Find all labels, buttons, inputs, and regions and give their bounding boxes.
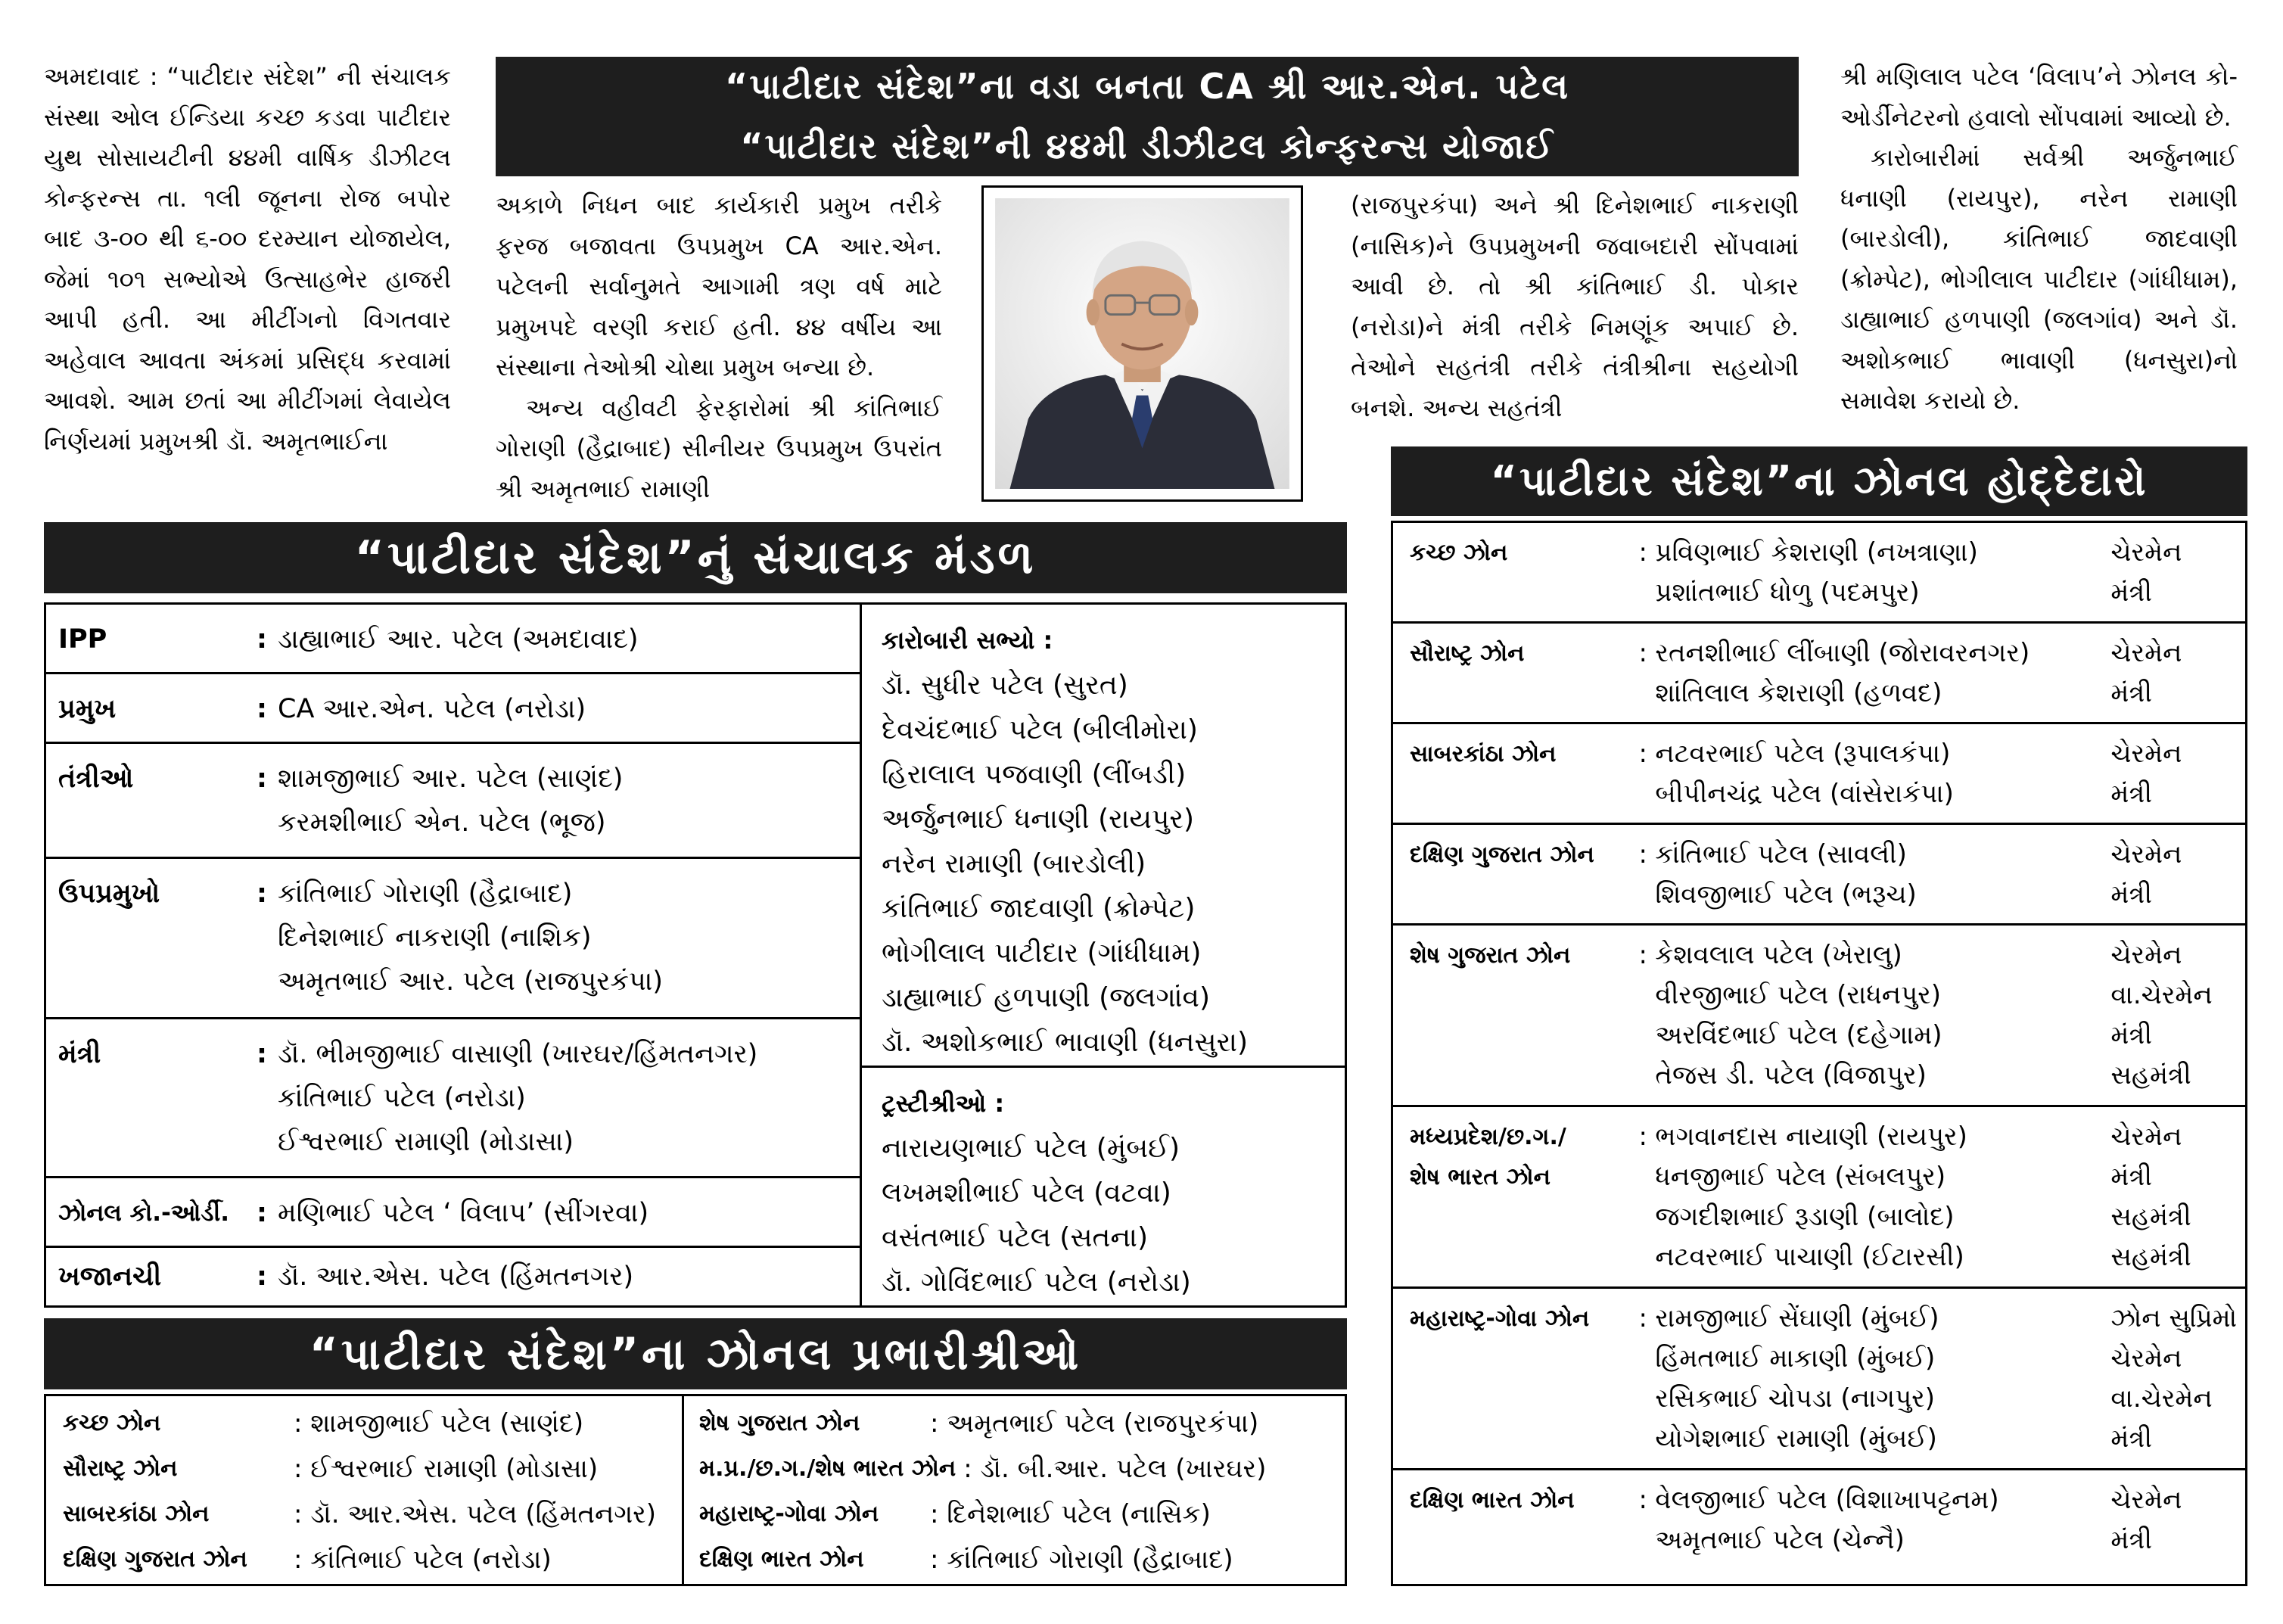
zone-member-name: વેલજીભાઈ પટેલ (વિશાખાપટ્ટનમ) [1655, 1485, 1999, 1515]
trustee-list [862, 1068, 1345, 1305]
zone-member-role: મંત્રી [2110, 577, 2152, 608]
zone-member-role: ચેરમેન [2110, 537, 2182, 568]
zone-member-role: ચેરમેન [2110, 638, 2182, 668]
zone-member-name: અરવિંદભાઈ પટેલ (દહેગામ) [1655, 1020, 1942, 1050]
prabhari-table [44, 1394, 1347, 1586]
zone-row [1393, 1056, 2245, 1096]
prabhari-name: : ડૉ. બી.આર. પટેલ (ખારઘર) [963, 1454, 1267, 1484]
karobari-member: નરેન રામાણી (બારડોલી) [882, 848, 1146, 879]
prabhari-name: : કાંતિભાઈ ગોરાણી (હૈદ્રાબાદ) [930, 1545, 1233, 1575]
zone-row: દક્ષિણ ભારત ઝોન : વેલજીભાઈ પટેલ (વિશાખાપટ્ટનમ) ચેરમેન [1393, 1480, 2245, 1520]
board-member-name: કાંતિભાઈ ગોરાણી (હૈદ્રાબાદ) [278, 879, 573, 909]
zone-row: શેષ ગુજરાત ઝોન : કેશવલાલ પટેલ (ખેરાલુ) ચેરમેન [1393, 935, 2245, 975]
board-table [44, 602, 1347, 1308]
zone-row [1393, 1157, 2245, 1197]
board-section: ઝોનલ કો.-ઓર્ડી. : મણિભાઈ પટેલ ‘ વિલાપ’ (સીંગરવા) [46, 1178, 860, 1248]
zone-row [1393, 875, 2245, 915]
prabhari-title: “પાટીદાર સંદેશ”ના ઝોનલ પ્રભારીશ્રીઓ [44, 1318, 1347, 1389]
board-section-label: ઉપપ્રમુખો [58, 879, 160, 909]
zone-member-role: મંત્રી [2110, 1423, 2152, 1454]
zone-member-role: મંત્રી [2110, 1162, 2152, 1192]
zone-member-name: રતનશીભાઈ લીંબાણી (જોરાવરનગર) [1655, 638, 2030, 668]
zone-member-role: મંત્રી [2110, 779, 2152, 809]
zone-section [1393, 624, 2245, 724]
zone-row [1393, 1520, 2245, 1560]
zone-section [1393, 724, 2245, 825]
zone-row: કચ્છ ઝોન : પ્રવિણભાઈ કેશરાણી (નખત્રાણા) ચેરમેન [1393, 533, 2245, 573]
board-member-name: ડાહ્યાભાઈ આર. પટેલ (અમદાવાદ) [278, 624, 639, 655]
board-officers [46, 605, 862, 1305]
board-section-label: ઝોનલ કો.-ઓર્ડી. [58, 1199, 230, 1227]
zonal-table [1391, 521, 2247, 1586]
headline-banner [496, 57, 1799, 176]
prabhari-zone: કચ્છ ઝોન [63, 1410, 161, 1436]
zone-member-name: તેજસ ડી. પટેલ (વિજાપુર) [1655, 1060, 1927, 1090]
zone-row [1393, 1339, 2245, 1379]
trustee-member: વસંતભાઈ પટેલ (સતના) [882, 1222, 1149, 1253]
lead-column-4 [1840, 57, 2238, 422]
karobari-member: ડાહ્યાભાઈ હળપાણી (જલગાંવ) [882, 982, 1211, 1013]
karobari-member: અર્જુનભાઈ ધનાણી (રાયપુર) [882, 804, 1195, 835]
zone-row [1393, 975, 2245, 1016]
board-section: તંત્રીઓ : શામજીભાઈ આર. પટેલ (સાણંદ) કરમશીભાઈ એન. પટેલ (ભૂજ) [46, 744, 860, 859]
zone-member-role: ચેરમેન [2110, 1343, 2182, 1374]
zone-section [1393, 825, 2245, 926]
board-member-name: ડૉ. ભીમજીભાઈ વાસાણી (ખારઘર/હિંમતનગર) [278, 1039, 758, 1069]
lead-column-2 [496, 185, 942, 509]
zone-section [1393, 926, 2245, 1107]
zone-row [1393, 674, 2245, 714]
prabhari-name: : શામજીભાઈ પટેલ (સાણંદ) [294, 1408, 584, 1439]
board-section: પ્રમુખ : CA આર.એન. પટેલ (નરોડા) [46, 674, 860, 744]
karobari-member: ભોગીલાલ પાટીદાર (ગાંધીધામ) [882, 938, 1202, 969]
prabhari-row [63, 1492, 682, 1537]
zone-member-role: ચેરમેન [2110, 739, 2182, 769]
zone-label: કચ્છ ઝોન [1410, 540, 1508, 566]
prabhari-name: : ઈશ્વરભાઈ રામાણી (મોડાસા) [294, 1454, 599, 1484]
zone-member-name: જગદીશભાઈ રૂડાણી (બાલોદ) [1655, 1202, 1955, 1232]
zone-member-name: રામજીભાઈ સેંઘાણી (મુંબઈ) [1655, 1303, 1939, 1333]
zone-member-name: અમૃતભાઈ પટેલ (ચેન્નૈ) [1655, 1525, 1905, 1555]
board-section-label: પ્રમુખ [58, 694, 117, 724]
board-member-name: દિનેશભાઈ નાકરાણી (નાશિક) [278, 922, 592, 953]
trustee-member: લખમશીભાઈ પટેલ (વટવા) [882, 1178, 1171, 1209]
zone-member-name: ભગવાનદાસ નાયાણી (રાયપુર) [1655, 1122, 1967, 1152]
zone-row: દક્ષિણ ગુજરાત ઝોન : કાંતિભાઈ પટેલ (સાવલી) ચેરમેન [1393, 835, 2245, 875]
zone-label: શેષ ભારત ઝોન [1410, 1164, 1551, 1190]
zone-member-name: કેશવલાલ પટેલ (ખેરાલુ) [1655, 940, 1902, 970]
zone-label: શેષ ગુજરાત ઝોન [1410, 942, 1571, 969]
zone-member-name: શાંતિલાલ કેશરાણી (હળવદ) [1655, 678, 1942, 708]
lead-paragraph: અકાળે નિધન બાદ કાર્યકારી પ્રમુખ તરીકે ફરજ બજાવતા ઉપપ્રમુખ CA આર.એન. પટેલની સર્વાનુમતે આગામી ત્રણ વર્ષ માટે પ્રમુખપદે વરણી કરાઈ હતી. ૪૪ વર્ષીય આ સંસ્થાના તેઓશ્રી ચોથા પ્રમુખ બન્યા છે. [496, 191, 942, 381]
zone-member-name: યોગેશભાઈ રામાણી (મુંબઈ) [1655, 1423, 1937, 1454]
zone-label: મધ્યપ્રદેશ/છ.ગ./ [1410, 1124, 1566, 1150]
board-section: IPP : ડાહ્યાભાઈ આર. પટેલ (અમદાવાદ) [46, 605, 860, 674]
zone-label: દક્ષિણ ભારત ઝોન [1410, 1487, 1575, 1514]
lead-paragraph: અન્ય વહીવટી ફેરફારોમાં શ્રી કાંતિભાઈ ગોરાણી (હૈદ્રાબાદ) સીનીયર ઉપપ્રમુખ ઉપરાંત શ્રી અમૃતભાઈ રામાણી [496, 393, 942, 503]
board-member-name: ડૉ. આર.એસ. પટેલ (હિંમતનગર) [278, 1262, 634, 1292]
board-section-label: તંત્રીઓ [58, 764, 134, 794]
board-member-name: મણિભાઈ પટેલ ‘ વિલાપ’ (સીંગરવા) [278, 1198, 649, 1228]
zone-member-role: વા.ચેરમેન [2110, 1383, 2213, 1414]
board-section: મંત્રી : ડૉ. ભીમજીભાઈ વાસાણી (ખારઘર/હિંમતનગર) કાંતિભાઈ પટેલ (નરોડા) ઈશ્વરભાઈ રામાણી (મોડાસા) [46, 1019, 860, 1178]
board-section-label: ખજાનચી [58, 1262, 162, 1292]
prabhari-name: : દિનેશભાઈ પટેલ (નાસિક) [930, 1499, 1211, 1529]
board-member-name: કાંતિભાઈ પટેલ (નરોડા) [278, 1083, 526, 1113]
zone-member-role: સહમંત્રી [2110, 1060, 2191, 1090]
karobari-heading: કારોબારી સભ્યો : [882, 626, 1053, 655]
prabhari-left [46, 1396, 684, 1584]
prabhari-row [699, 1446, 1345, 1492]
karobari-member: હિરાલાલ પજવાણી (લીંબડી) [882, 759, 1187, 790]
board-member-name: શામજીભાઈ આર. પટેલ (સાણંદ) [278, 764, 624, 794]
prabhari-zone: દક્ષિણ ગુજરાત ઝોન [63, 1546, 247, 1573]
prabhari-row [63, 1401, 682, 1446]
board-right-column [862, 605, 1345, 1305]
trustee-member: ડૉ. ગોવિંદભાઈ પટેલ (નરોડા) [882, 1267, 1191, 1298]
board-member-name: અમૃતભાઈ આર. પટેલ (રાજપુરકંપા) [278, 966, 663, 997]
board-member-name: CA આર.એન. પટેલ (નરોડા) [278, 694, 586, 724]
board-section: ઉપપ્રમુખો : કાંતિભાઈ ગોરાણી (હૈદ્રાબાદ) દિનેશભાઈ નાકરાણી (નાશિક) અમૃતભાઈ આર. પટેલ (રાજપુરકંપા) [46, 859, 860, 1019]
trustee-heading: ટ્રસ્ટીશ્રીઓ : [882, 1089, 1005, 1118]
prabhari-zone: શેષ ગુજરાત ઝોન [699, 1410, 860, 1436]
zonal-title: “પાટીદાર સંદેશ”ના ઝોનલ હોદ્દેદારો [1391, 446, 2247, 516]
lead-paragraph: શ્રી મણિલાલ પટેલ ‘વિલાપ’ને ઝોનલ કો-ઓર્ડીનેટરનો હવાલો સોંપવામાં આવ્યો છે. [1840, 62, 2238, 132]
prabhari-name: : કાંતિભાઈ પટેલ (નરોડા) [294, 1545, 552, 1575]
karobari-member: કાંતિભાઈ જાદવાણી (ક્રોમ્પેટ) [882, 893, 1196, 924]
prabhari-zone: મહારાષ્ટ્ર-ગોવા ઝોન [699, 1501, 879, 1527]
zone-member-role: મંત્રી [2110, 879, 2152, 910]
karobari-list [862, 605, 1345, 1068]
zone-member-name: નટવરભાઈ પાચાણી (ઈટારસી) [1655, 1242, 1964, 1272]
zone-member-name: વીરજીભાઈ પટેલ (રાધનપુર) [1655, 980, 1941, 1010]
zone-row [1393, 1379, 2245, 1419]
zone-member-role: ચેરમેન [2110, 1485, 2182, 1515]
lead-paragraph: અમદાવાદ : “પાટીદાર સંદેશ” ની સંચાલક સંસ્થા ઓલ ઈન્ડિયા કચ્છ કડવા પાટીદાર યુથ સોસાયટીની ૪૪મી વાર્ષિક ડીઝીટલ કોન્ફરન્સ તા. ૧લી જૂનના રોજ બપોર બાદ ૩-૦૦ થી ૬-૦૦ દરમ્યાન યોજાયેલ, જેમાં ૧૦૧ સભ્યોએ ઉત્સાહભેર હાજરી આપી હતી. આ મીટીંગનો વિગતવાર અહેવાલ આવતા અંકમાં પ્રસિદ્ધ કરવામાં આવશે. આમ છતાં આ મીટીંગમાં લેવાયેલ નિર્ણયમાં પ્રમુખશ્રી ડૉ. અમૃતભાઈના [44, 62, 451, 456]
zone-section [1393, 523, 2245, 624]
prabhari-row [63, 1537, 682, 1582]
zone-label: દક્ષિણ ગુજરાત ઝોન [1410, 842, 1594, 868]
board-section-label: મંત્રી [58, 1039, 101, 1069]
lead-column-1 [44, 57, 451, 462]
lead-column-3 [1351, 185, 1799, 428]
board-section: ખજાનચી : ડૉ. આર.એસ. પટેલ (હિંમતનગર) [46, 1248, 860, 1305]
zone-section [1393, 1289, 2245, 1470]
karobari-member: ડૉ. અશોકભાઈ ભાવાણી (ધનસુરા) [882, 1027, 1249, 1058]
prabhari-zone: મ.પ્ર./છ.ગ./શેષ ભારત ઝોન [699, 1455, 956, 1482]
lead-paragraph: કારોબારીમાં સર્વશ્રી અર્જુનભાઈ ધનાણી (રાયપુર), નરેન રામાણી (બારડોલી), કાંતિભાઈ જાદવાણી (ક્રોમ્પેટ), ભોગીલાલ પાટીદાર (ગાંધીધામ), ડાહ્યાભાઈ હળપાણી (જલગાંવ) અને ડૉ. અશોકભાઈ ભાવાણી (ધનસુરા)નો સમાવેશ કરાયો છે. [1840, 143, 2238, 415]
zone-label: મહારાષ્ટ્ર-ગોવા ઝોન [1410, 1305, 1590, 1332]
zone-row [1393, 1419, 2245, 1459]
prabhari-row [699, 1492, 1345, 1537]
zone-member-name: પ્રવિણભાઈ કેશરાણી (નખત્રાણા) [1655, 537, 1978, 568]
karobari-member: દેવચંદભાઈ પટેલ (બીલીમોરા) [882, 714, 1198, 745]
zone-member-role: ચેરમેન [2110, 1122, 2182, 1152]
zone-member-name: શિવજીભાઈ પટેલ (ભરૂચ) [1655, 879, 1917, 910]
zone-member-role: મંત્રી [2110, 1020, 2152, 1050]
zone-member-role: ચેરમેન [2110, 940, 2182, 970]
zone-section [1393, 1107, 2245, 1289]
trustee-member: નારાયણભાઈ પટેલ (મુંબઈ) [882, 1133, 1180, 1164]
zone-member-name: કાંતિભાઈ પટેલ (સાવલી) [1655, 839, 1907, 870]
prabhari-zone: સૌરાષ્ટ્ર ઝોન [63, 1455, 178, 1482]
board-member-name: કરમશીભાઈ એન. પટેલ (ભૂજ) [278, 807, 606, 838]
zone-row [1393, 573, 2245, 613]
headline-line-1: “પાટીદાર સંદેશ”ના વડા બનતા CA શ્રી આર.એન. પટેલ [725, 66, 1569, 107]
zone-member-name: બીપીનચંદ્ર પટેલ (વાંસેરાકંપા) [1655, 779, 1954, 809]
zone-member-name: રસિકભાઈ ચોપડા (નાગપુર) [1655, 1383, 1936, 1414]
board-title: “પાટીદાર સંદેશ”નું સંચાલક મંડળ [44, 522, 1347, 593]
board-section-label: IPP [58, 624, 107, 655]
prabhari-row [699, 1537, 1345, 1582]
zone-row: સાબરકાંઠા ઝોન : નટવરભાઈ પટેલ (રૂપાલકંપા) ચેરમેન [1393, 734, 2245, 774]
zone-label: સૌરાષ્ટ્ર ઝોન [1410, 640, 1525, 667]
lead-paragraph: (રાજપુરકંપા) અને શ્રી દિનેશભાઈ નાકરાણી (નાસિક)ને ઉપપ્રમુખની જવાબદારી સોંપવામાં આવી છે. તો શ્રી કાંતિભાઈ ડી. પોકાર (નરોડા)ને મંત્રી તરીકે નિમણૂંક અપાઈ છે. તેઓને સહતંત્રી તરીકે તંત્રીશ્રીના સહયોગી બનશે. અન્ય સહતંત્રી [1351, 191, 1799, 422]
zone-row [1393, 774, 2245, 814]
prabhari-name: : ડૉ. આર.એસ. પટેલ (હિંમતનગર) [294, 1499, 657, 1529]
portrait-image [994, 198, 1290, 489]
zone-member-name: હિંમતભાઈ માકાણી (મુંબઈ) [1655, 1343, 1936, 1374]
karobari-member: ડૉ. સુધીર પટેલ (સુરત) [882, 670, 1128, 701]
headline-line-2: “પાટીદાર સંદેશ”ની ૪૪મી ડીઝીટલ કોન્ફરન્સ યોજાઈ [740, 126, 1554, 166]
prabhari-zone: સાબરકાંઠા ઝોન [63, 1501, 210, 1527]
zone-member-role: મંત્રી [2110, 1525, 2152, 1555]
zone-row: સૌરાષ્ટ્ર ઝોન : રતનશીભાઈ લીંબાણી (જોરાવરનગર) ચેરમેન [1393, 633, 2245, 674]
prabhari-right [684, 1396, 1345, 1584]
portrait-photo [981, 185, 1303, 502]
zone-member-role: ઝોન સુપ્રિમો [2110, 1303, 2238, 1333]
zone-member-role: ચેરમેન [2110, 839, 2182, 870]
zone-row [1393, 1016, 2245, 1056]
zone-member-role: સહમંત્રી [2110, 1202, 2191, 1232]
zone-row [1393, 1197, 2245, 1237]
zone-row: મહારાષ્ટ્ર-ગોવા ઝોન : રામજીભાઈ સેંઘાણી (મુંબઈ) ઝોન સુપ્રિમો [1393, 1299, 2245, 1339]
prabhari-zone: દક્ષિણ ભારત ઝોન [699, 1546, 864, 1573]
prabhari-row [63, 1446, 682, 1492]
zone-member-role: વા.ચેરમેન [2110, 980, 2213, 1010]
prabhari-name: : અમૃતભાઈ પટેલ (રાજપુરકંપા) [930, 1408, 1259, 1439]
zone-section [1393, 1470, 2245, 1569]
board-member-name: ઈશ્વરભાઈ રામાણી (મોડાસા) [278, 1127, 574, 1157]
zone-member-role: સહમંત્રી [2110, 1242, 2191, 1272]
prabhari-row [699, 1401, 1345, 1446]
zone-member-role: મંત્રી [2110, 678, 2152, 708]
zone-row [1393, 1237, 2245, 1277]
zone-member-name: પ્રશાંતભાઈ ધોળુ (પદમપુર) [1655, 577, 1920, 608]
zone-label: સાબરકાંઠા ઝોન [1410, 741, 1557, 767]
zone-member-name: ધનજીભાઈ પટેલ (સંબલપુર) [1655, 1162, 1946, 1192]
zone-member-name: નટવરભાઈ પટેલ (રૂપાલકંપા) [1655, 739, 1951, 769]
zone-row: મધ્યપ્રદેશ/છ.ગ./ : ભગવાનદાસ નાયાણી (રાયપુર) ચેરમેન [1393, 1117, 2245, 1157]
